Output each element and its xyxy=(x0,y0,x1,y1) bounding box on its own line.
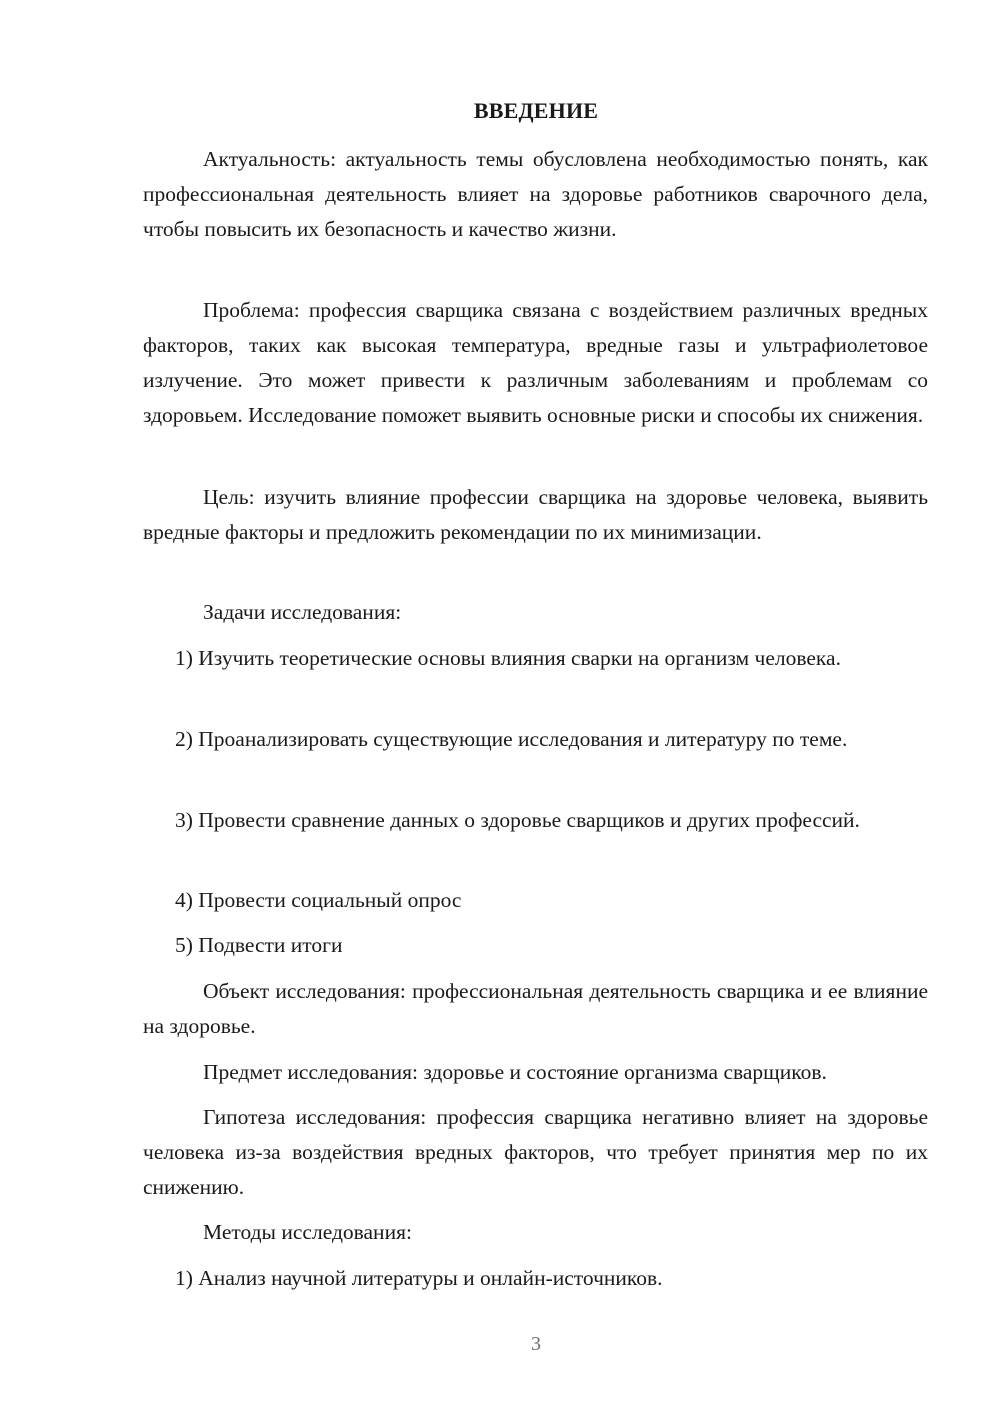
task-item: 2) Проанализировать существующие исследования и литературу по теме. xyxy=(175,727,848,751)
tasks-heading: Задачи исследования: xyxy=(203,600,402,624)
task-item: 5) Подвести итоги xyxy=(175,933,343,957)
task-item: 1) Изучить теоретические основы влияния сварки на организм человека. xyxy=(175,646,841,670)
object-paragraph: Объект исследования: профессиональная деятельность сварщика и ее влияние на здоровье. xyxy=(143,979,928,1038)
page-number: 3 xyxy=(531,1333,541,1355)
methods-heading: Методы исследования: xyxy=(203,1220,412,1244)
task-item: 4) Провести социальный опрос xyxy=(175,888,462,912)
relevance-paragraph: Актуальность: актуальность темы обусловлена необходимостью понять, как профессиональная деятельность влияет на здоровье работников сварочного дела, чтобы повысить их безопасность и качество жизни. xyxy=(143,147,928,241)
section-title: ВВЕДЕНИЕ xyxy=(473,98,599,123)
subject-paragraph: Предмет исследования: здоровье и состояние организма сварщиков. xyxy=(203,1060,827,1084)
task-item: 3) Провести сравнение данных о здоровье сварщиков и других профессий. xyxy=(175,808,860,832)
goal-paragraph: Цель: изучить влияние профессии сварщика на здоровье человека, выявить вредные факторы и предложить рекомендации по их минимизации. xyxy=(143,485,928,544)
method-item: 1) Анализ научной литературы и онлайн-источников. xyxy=(175,1266,663,1290)
problem-paragraph: Проблема: профессия сварщика связана с воздействием различных вредных факторов, таких как высокая температура, вредные газы и ультрафиолетовое излучение. Это может привести к различным заболеваниям и проблемам со здоровьем. Исследование поможет выявить основные риски и способы их снижения. xyxy=(143,298,928,427)
hypothesis-paragraph: Гипотеза исследования: профессия сварщика негативно влияет на здоровье человека из-за воздействия вредных факторов, что требует принятия мер по их снижению. xyxy=(143,1105,928,1199)
